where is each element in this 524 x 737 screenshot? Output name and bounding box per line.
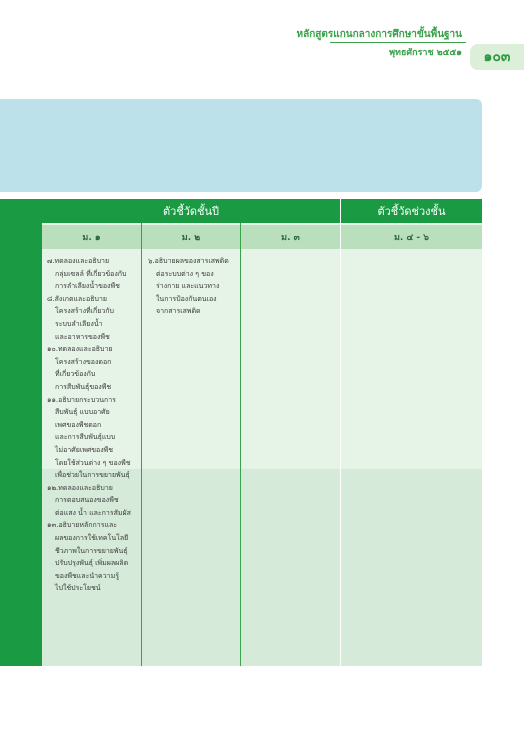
running-header-title: หลักสูตรแกนกลางการศึกษาขั้นพื้นฐาน <box>296 29 462 40</box>
indicator-line: สืบพันธุ์ แบบอาศัย <box>55 408 110 417</box>
indicator-line: ต่อระบบต่าง ๆ ของ <box>156 269 214 278</box>
indicator-line: ร่างกาย และแนวทาง <box>156 282 220 291</box>
indicator-line: กลุ่มเซลล์ ที่เกี่ยวข้องกับ <box>55 269 127 278</box>
column-header-m4-6: ม. ๔ - ๖ <box>341 225 482 249</box>
indicator-line: ๗.ทดลองและอธิบาย <box>47 257 110 265</box>
indicator-line: ๑๒.ทดลองและอธิบาย <box>47 483 113 492</box>
indicator-line: การตอบสนองของพืช <box>55 496 119 505</box>
indicator-line: ๑๑.อธิบายกระบวนการ <box>47 395 116 404</box>
column-divider <box>240 223 241 666</box>
indicator-line: ๖.อธิบายผลของสารเสพติด <box>148 257 229 265</box>
indicator-line: โครงสร้างของดอก <box>55 357 112 366</box>
column-divider <box>340 199 341 666</box>
indicator-line: ๑๓.อธิบายหลักการและ <box>47 521 118 530</box>
indicator-line: ผลของการใช้เทคโนโลยี <box>55 534 129 543</box>
indicator-line: โดยใช้ส่วนต่าง ๆ ของพืช <box>55 458 131 467</box>
header-rule <box>330 42 466 43</box>
running-header-subtitle: พุทธศักราช ๒๕๕๑ <box>389 48 462 58</box>
indicator-line: โครงสร้างที่เกี่ยวกับ <box>55 307 114 316</box>
group-header-range: ตัวชี้วัดช่วงชั้น <box>377 205 446 218</box>
indicator-line: ไม่อาศัยเพศของพืช <box>55 445 114 454</box>
page-number: ๑๐๓ <box>483 49 511 65</box>
indicator-line: เพื่อช่วยในการขยายพันธุ์ <box>55 471 130 480</box>
indicator-line: และการสืบพันธุ์แบบ <box>55 433 116 442</box>
indicator-line: ๘.สังเกตและอธิบาย <box>47 294 108 303</box>
indicator-line: ระบบลำเลียงน้ำ <box>55 319 103 328</box>
column-header-m3: ม. ๓ <box>241 225 340 249</box>
indicator-line: และอาหารของพืช <box>55 332 110 341</box>
column-divider <box>141 223 142 666</box>
indicator-table <box>42 199 482 666</box>
indicator-line: ไปใช้ประโยชน์ <box>55 584 101 593</box>
green-side-strip <box>0 199 42 666</box>
indicator-line: จากสารเสพติด <box>156 307 201 316</box>
indicator-line: การสืบพันธุ์ของพืช <box>55 382 112 391</box>
group-header-yearly: ตัวชี้วัดชั้นปี <box>162 205 220 218</box>
indicator-line: ต่อแสง น้ำ และการสัมผัส <box>55 508 131 517</box>
cell-m2-indicators <box>148 255 229 318</box>
column-header-m1: ม. ๑ <box>42 225 141 249</box>
indicator-line: ในการป้องกันตนเอง <box>156 294 217 303</box>
page-number-tab <box>470 44 524 70</box>
indicator-line: ของพืชและนำความรู้ <box>55 571 119 580</box>
indicator-line: ชีวภาพในการขยายพันธุ์ <box>55 546 128 555</box>
indicator-line: ที่เกี่ยวข้องกับ <box>55 370 96 379</box>
indicator-line: ๑๐.ทดลองและอธิบาย <box>47 345 113 354</box>
cell-m1-indicators <box>47 255 131 595</box>
indicator-line: การลำเลียงน้ำของพืช <box>55 282 120 291</box>
indicator-line: ปรับปรุงพันธุ์ เพิ่มผลผลิต <box>55 559 129 568</box>
blue-info-box <box>0 99 482 192</box>
column-header-m2: ม. ๒ <box>142 225 240 249</box>
indicator-line: เพศของพืชดอก <box>55 420 102 429</box>
